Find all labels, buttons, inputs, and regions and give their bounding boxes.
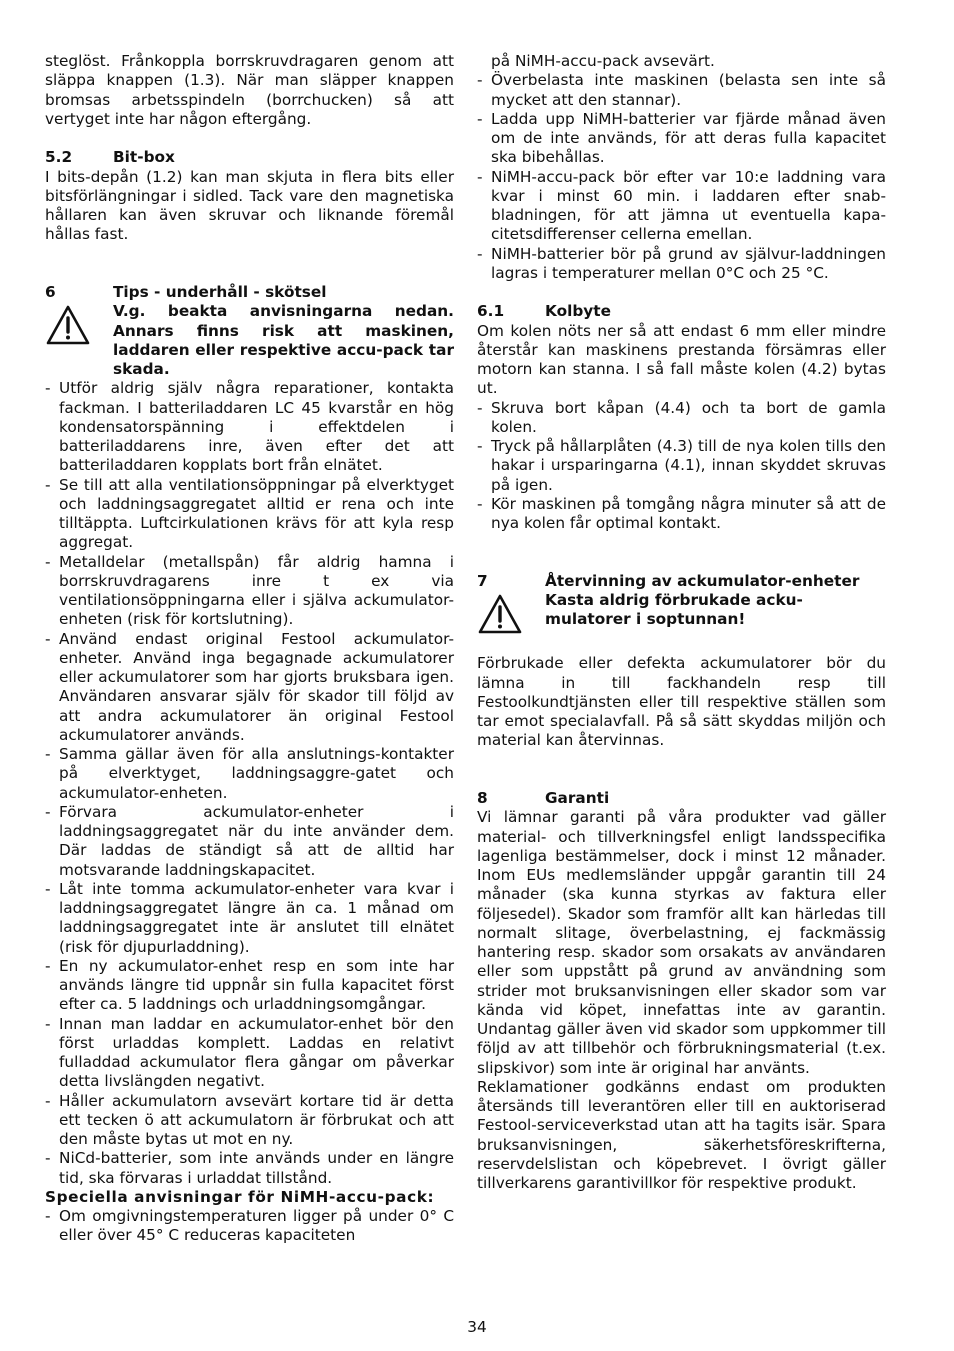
section-number: 6 <box>45 283 56 301</box>
recycling-warning <box>477 591 886 635</box>
list-item: - Utför aldrig själv några reparationer, kontakta fackman. I batteriladdaren LC 45 kvarstår en hög kondensatorspänning i effektdelen i batteriladdarens inre, även efter det att batteriladdaren kopplats bort från elnätet. <box>45 379 454 475</box>
list-item: - Se till att alla ventilationsöppningar på elverktyget och laddningsaggregatet alltid er rena och inte tilltäppta. Luftcirkulationen krävs för att kyla resp aggregat. <box>45 476 454 553</box>
section-8-heading <box>477 789 886 808</box>
section-7-heading <box>477 572 886 591</box>
warning-text: Kasta aldrig förbrukade acku-mulatorer i soptunnan! <box>545 591 803 629</box>
section-title: Garanti <box>545 789 610 807</box>
section-number: 8 <box>477 789 488 807</box>
list-continuation: på NiMH-accu-pack avsevärt. <box>491 52 715 70</box>
intro-paragraph: steglöst. Frånkoppla borrskruvdragaren genom att släppa knappen (1.3). När man släpper knappen bromsas arbetsspindeln (borrchucken) så att vertyget inte har någon eftergång. <box>45 52 454 128</box>
maintenance-list <box>45 379 454 1188</box>
list-item: - Innan man laddar en ackumulator-enhet bör den först urladdas komplett. Laddas en relativt fulladdad ackumulator flera gångar om påverkar detta livslängden negativt. <box>45 1015 454 1092</box>
left-column <box>45 52 454 1246</box>
warranty-paragraph: Vi lämnar garanti på våra produkter vad gäller material- och tillverkningsfel enligt landsspecifika lagenliga bestämmelser, dock i minst 12 månader. Inom EUs medlemsländer uppgår garantin till 24 månader (ska kunna styrkas av faktura eller följesedel). Skador som framför allt kan härledas till normalt slitage, överbelastning, ej fackmässig hantering resp. skador som orsakats av användaren eller som uppstått på grund av användning som strider mot bruksanvisningen eller skador som var kända vid köpet, innefattas inte av garantin. Undantag gäller även vid skador som uppkommer till följd av att tillbehör och förbrukningsmaterial (t.ex. slipskivor) som inte är original har använts. <box>477 808 886 1077</box>
list-item: - Skruva bort kåpan (4.4) och ta bort de gamla kolen. <box>477 399 886 438</box>
brush-list <box>477 399 886 534</box>
warning-triangle-icon <box>477 591 545 635</box>
nimh-subheading: Speciella anvisningar för NiMH-accu-pack: <box>45 1187 435 1206</box>
list-item: - Om omgivningstemperaturen ligger på under 0° C eller över 45° C reduceras kapaciteten <box>45 1207 454 1246</box>
section-5-2-heading <box>45 148 454 167</box>
nimh-list-start <box>45 1207 454 1246</box>
list-item: - Samma gällar även för alla anslutnings-kontakter på elverktyget, laddningsaggre-gatet och ackumulator-enheten. <box>45 745 454 803</box>
list-item: - NiMH-batterier bör på grund av självur-laddningen lagras i temperaturer mellan 0°C och 25 °C. <box>477 245 886 284</box>
recycling-paragraph: Förbrukade eller defekta ackumulatorer bör du lämna in till fackhandeln resp till Festoolkundtjänsten eller till respektive ställen som tar emot specialavfall. På så sätt skyddas miljön och material kan återvinnas. <box>477 654 886 750</box>
section-number: 6.1 <box>477 302 505 321</box>
list-item: - Tryck på hållarplåten (4.3) till de nya kolen tills den hakar i ursparingarna (4.1), innan skyddet skruvas på igen. <box>477 437 886 495</box>
section-number: 7 <box>477 571 488 590</box>
section-6-1-heading <box>477 302 886 321</box>
section-number: 5.2 <box>45 148 73 167</box>
list-item: - Överbelasta inte maskinen (belasta sen inte så mycket att den stannar). <box>477 71 886 110</box>
right-column <box>477 52 886 1193</box>
list-item: - Låt inte tomma ackumulator-enheter vara kvar i laddningsaggregatet längre än ca. 1 månad om laddningsaggregatet inte är anslutet till elnätet (risk för djupurladdning). <box>45 880 454 957</box>
nimh-list <box>477 71 886 283</box>
list-item: - Håller ackumulatorn avsevärt kortare tid är detta ett tecken ö att ackumulatorn är förbrukat och att den måste bytas ut mot en ny. <box>45 1092 454 1150</box>
list-item: - Använd endast original Festool ackumulator-enheter. Använd inga begagnade ackumulatorer eller ackumulatorer som har gjorts bruksbara igen. Användaren ansvarar själv för skador till följd av att andra ackumulatorer än original Festool ackumulatorer används. <box>45 630 454 746</box>
list-item: - En ny ackumulator-enhet resp en som inte har används längre tid uppnår sin fulla kapacitet först efter ca. 5 laddnings och urladdningsomgångar. <box>45 957 454 1015</box>
section-title: Bit-box <box>113 148 175 167</box>
bitbox-paragraph: I bits-depån (1.2) kan man skjuta in flera bits eller bitsförlängningar i sidled. Tack vare den magnetiska hållaren kan även skruvar och liknande föremål hållas fast. <box>45 167 454 244</box>
section-title: Återvinning av ackumulator-enheter <box>545 571 860 590</box>
section-title: Kolbyte <box>545 302 611 321</box>
claims-paragraph: Reklamationer godkänns endast om produkten återsänds till leverantören eller till en auktoriserad Festool-serviceverkstad utan att ha tagits isär. Spara bruksanvisningen, säkerhetsföreskrifterna, reservdelslistan och köpebrevet. I övrigt gäller tillverkarens garantivillkor för respektive produkt. <box>477 1077 886 1192</box>
brush-paragraph: Om kolen nöts ner så att endast 6 mm eller mindre återstår kan maskinens prestanda försämras eller motorn kan stanna. I så fall måste kolen (4.2) bytas ut. <box>477 321 886 398</box>
list-item: - Förvara ackumulator-enheter i laddningsaggregatet när du inte använder dem. Där laddas de ständigt så att de alltid har motsvarande laddningskapacitet. <box>45 803 454 880</box>
list-item: - Ladda upp NiMH-batterier var fjärde månad även om de inte används, för att deras fulla kapacitet ska bibehållas. <box>477 110 886 168</box>
section-title: Tips - underhåll - skötsel <box>113 283 327 301</box>
list-item: - NiMH-accu-pack bör efter var 10:e laddning vara kvar i minst 60 min. i laddaren efter snab-bladningen, för att jämna ut eventuella kapa-citetsdifferenser cellerna emellan. <box>477 168 886 245</box>
maintenance-warning <box>45 302 454 379</box>
page-number: 34 <box>467 1318 487 1336</box>
list-item: - Kör maskinen på tomgång några minuter så att de nya kolen får optimal kontakt. <box>477 495 886 534</box>
list-item: - NiCd-batterier, som inte används under en längre tid, ska förvaras i urladdat tillstånd. <box>45 1149 454 1188</box>
section-6-heading <box>45 283 454 302</box>
warning-triangle-icon <box>45 302 113 379</box>
warning-text: V.g. beakta anvisningarna nedan. Annars finns risk att maskinen, laddaren eller respektive accu-pack tar skada. <box>113 302 454 378</box>
list-item: - Metalldelar (metallspån) får aldrig hamna i borrskruvdragarens inre t ex via ventilationsöppningarna eller i själva ackumulator-enheten (risk för kortslutning). <box>45 553 454 630</box>
